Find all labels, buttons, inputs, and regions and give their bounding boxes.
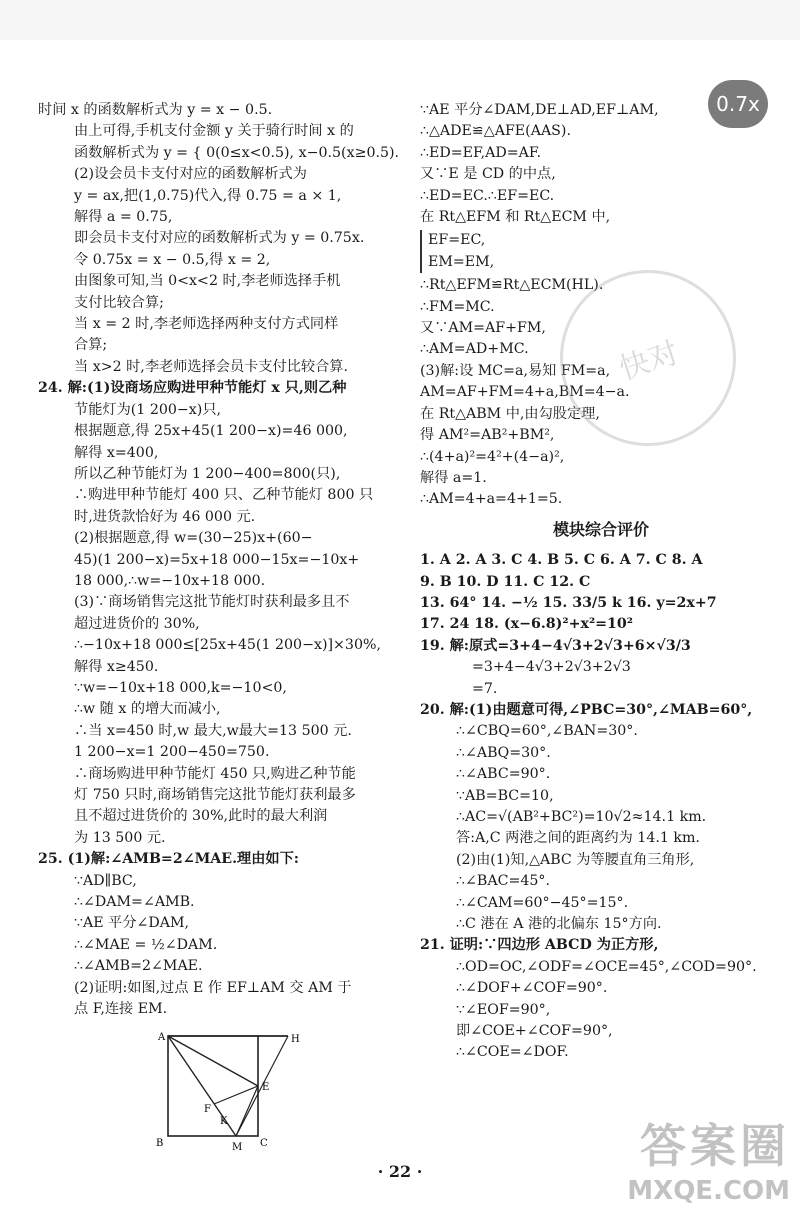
question-24: 24. 解:(1)设商场应购进甲种节能灯 x 只,则乙种 [38,380,347,397]
text-line: EF=EC, [428,232,486,249]
text-line: 答:A,C 两港之间的距离约为 14.1 km. [456,830,700,847]
text-line: 1 200−x=1 200−450=750. [74,744,270,761]
text-line: ∴∠DAM=∠AMB. [74,894,195,911]
text-line: ∴C 港在 A 港的北偏东 15°方向. [456,916,662,933]
text-line: ∵AB=BC=10, [456,787,554,804]
text-line: 解得 x≥450. [74,658,159,675]
text-line: 令 0.75x = x − 0.5,得 x = 2, [74,251,271,268]
text-line: 解得 a=1. [420,469,487,486]
text-line: ∴∠ABQ=30°. [456,744,551,761]
answer-row: 17. 24 18. (x−6.8)²+x²=10² [420,616,633,633]
label-e: E [262,1082,270,1094]
text-line: AM=AF+FM=4+a,BM=4−a. [420,384,630,401]
text-line: 在 Rt△EFM 和 Rt△ECM 中, [420,209,611,226]
text-line: y = ax,把(1,0.75)代入,得 0.75 = a × 1, [74,187,342,204]
label-m: M [232,1142,243,1154]
watermark-cn: 答案圈 [640,1119,790,1173]
text-line: =3+4−4√3+2√3+2√3 [472,659,631,676]
text-line: 点 F,连接 EM. [74,1001,168,1018]
label-f: F [204,1104,211,1116]
text-line: 节能灯为(1 200−x)只, [74,401,222,418]
watermark-en: MXQE.COM [627,1176,790,1206]
text-line: 合算; [74,337,108,354]
text-line: (2)证明:如图,过点 E 作 EF⊥AM 交 AM 于 [74,979,352,996]
text-line: ∴(4+a)²=4²+(4−a)², [420,448,565,465]
label-c: C [260,1138,268,1150]
text-line: 超过进货价的 30%, [74,615,200,632]
text-line: 解得 a = 0.75, [74,209,173,226]
text-line: ∴∠CAM=60°−45°=15°. [456,894,629,911]
label-k: K [220,1116,228,1128]
text-line: 在 Rt△ABM 中,由勾股定理, [420,405,600,422]
site-watermark-logo [560,1110,790,1210]
label-b: B [156,1138,164,1150]
question-19: 19. 解:原式=3+4−4√3+2√3+6×√3/3 [420,637,691,654]
kuaidui-stamp-logo: 快对 [537,247,759,469]
text-line: 又∵E 是 CD 的中点, [420,166,556,183]
text-line: ∴AC=√(AB²+BC²)=10√2≈14.1 km. [456,809,707,825]
text-line: ∴ED=EC.∴EF=EC. [420,187,555,204]
text-line: 灯 750 只时,商场销售完这批节能灯获利最多 [74,787,356,803]
text-line: ∵w=−10x+18 000,k=−10<0, [74,679,287,696]
text-line: ∴∠CBQ=60°,∠BAN=30°. [456,723,638,740]
question-20: 20. 解:(1)由题意可得,∠PBC=30°,∠MAB=60°, [420,701,753,718]
equation-system [420,230,782,273]
text-line: ∴∠COE=∠DOF. [456,1044,569,1061]
text-line: ∴Rt△EFM≌Rt△ECM(HL). [420,277,604,294]
text-line: ∴ED=EF,AD=AF. [420,144,542,161]
question-21: 21. 证明:∵四边形 ABCD 为正方形, [420,937,659,954]
text-line: ∴−10x+18 000≤[25x+45(1 200−x)]×30%, [74,637,381,654]
text-line: ∴OD=OC,∠ODF=∠OCE=45°,∠COD=90°. [456,958,757,975]
text-line: ∵∠EOF=90°, [456,1001,551,1018]
answer-row: 1. A 2. A 3. C 4. B 5. C 6. A 7. C 8. A [420,552,703,569]
text-line: (2)根据题意,得 w=(30−25)x+(60− [74,530,313,547]
text-line: 支付比较合算; [74,294,164,311]
text-line: ∴商场购进甲种节能灯 450 只,购进乙种节能 [74,765,356,782]
text-line: 所以乙种节能灯为 1 200−400=800(只), [74,465,341,482]
text-line: 且不超过进货价的 30%,此时的最大利润 [74,808,328,825]
text-line: 当 x = 2 时,李老师选择两种支付方式同样 [74,316,339,333]
text-line: ∴∠BAC=45°. [456,873,550,890]
text-line: (2)由(1)知,△ABC 为等腰直角三角形, [456,851,695,868]
text-line: 解得 x=400, [74,444,159,461]
text-line: (2)设会员卡支付对应的函数解析式为 [74,166,307,183]
text-line: (3)∵商场销售完这批节能灯时获利最多且不 [74,594,350,611]
question-25: 25. (1)解:∠AMB=2∠MAE.理由如下: [38,851,300,868]
text-line: 即∠COE+∠COF=90°, [456,1023,613,1040]
text-line: ∴△ADE≌△AFE(AAS). [420,123,571,140]
section-title: 模块综合评价 [552,519,649,539]
text-line: ∴购进甲种节能灯 400 只、乙种节能灯 800 只 [74,487,374,504]
text-line: ∴∠ABC=90°. [456,766,551,783]
geometry-figure [148,1028,328,1158]
top-bar [0,0,800,40]
text-line: ∴FM=MC. [420,298,495,315]
text-line: ∴AM=4+a=4+1=5. [420,491,563,508]
answer-row: 13. 64° 14. −½ 15. 33/5 k 16. y=2x+7 [420,594,717,611]
text-line: 即会员卡支付对应的函数解析式为 y = 0.75x. [74,230,365,247]
line-ae [168,1036,258,1086]
text-line: ∴∠AMB=2∠MAE. [74,958,203,975]
text-line: 函数解析式为 y = { 0(0≤x<0.5), x−0.5(x≥0.5). [74,144,400,161]
square-abcd [168,1036,258,1136]
text-line: ∴当 x=450 时,w 最大,w最大=13 500 元. [74,722,352,739]
text-line: 18 000,∴w=−10x+18 000. [74,572,266,589]
text-line: ∴∠DOF+∠COF=90°. [456,980,608,997]
text-line: EM=EM, [428,253,495,270]
text-line: 得 AM²=AB²+BM², [420,427,555,444]
page-number: · 22 · [377,1162,423,1181]
text-line: 由上可得,手机支付金额 y 关于骑行时间 x 的 [74,123,354,140]
text-line: 当 x>2 时,李老师选择会员卡支付比较合算. [74,358,348,375]
text-line: 时,进货款恰好为 46 000 元. [74,508,256,525]
right-column [420,100,782,1064]
text-line: =7. [472,680,498,697]
text-line: 根据题意,得 25x+45(1 200−x)=46 000, [74,423,348,440]
text-line: 又∵AM=AF+FM, [420,320,546,337]
text-line: ∵AD∥BC, [74,872,137,889]
text-line: ∵AE 平分∠DAM,DE⊥AD,EF⊥AM, [420,102,659,118]
text-line: 时间 x 的函数解析式为 y = x − 0.5. [38,102,273,118]
text-line: ∴AM=AD+MC. [420,341,529,358]
text-line: ∴∠MAE = ½∠DAM. [74,936,218,953]
text-line: 45)(1 200−x)=5x+18 000−15x=−10x+ [74,551,360,568]
text-line: ∴w 随 x 的增大而减小, [74,701,221,718]
text-line: 由图象可知,当 0<x<2 时,李老师选择手机 [74,273,341,290]
text-line: ∵AE 平分∠DAM, [74,915,190,932]
answer-row: 9. B 10. D 11. C 12. C [420,573,591,590]
left-column [38,100,400,1170]
text-line: (3)解:设 MC=a,易知 FM=a, [420,362,611,379]
zoom-level-badge[interactable]: 0.7x [708,80,768,128]
text-line: 为 13 500 元. [74,829,166,846]
label-a: A [158,1032,166,1044]
label-h: H [291,1034,300,1046]
